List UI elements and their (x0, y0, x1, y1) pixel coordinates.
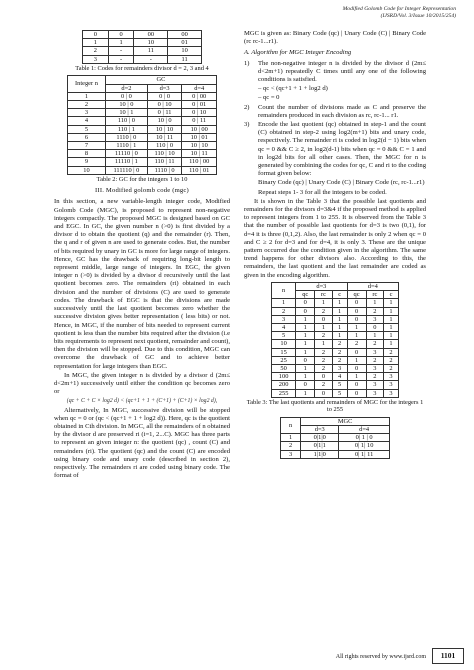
step-text: Encode the last quotient (qc) obtained in step-1 and the count (C) obtained in step-2 using log2(m+1) bits and unary code, respectively. The remainder ri is coded in log2(d − 1) bits when qc = 0 && C ≥ 2, in log2(d-1) bits when qc = 0 && C = 1 and in log2d bits for all other cases. Then, the MGC for n is generated by combining the codes for qc, C and ri to the coding format given below: (258, 121, 426, 178)
table-cell: 0 | 11 (147, 109, 182, 117)
table-cell: 0 (296, 381, 315, 389)
table-3-row (272, 356, 399, 364)
section-3-paragraph-2: In MGC, the given integer n is divided by a divisor d (2m≤ d<2m+1) successively until either the condition qc becomes zero or (54, 371, 230, 396)
table-3-discussion: It is shown in the Table 3 that the possible last quotients and remainders for the divisors d=3&4 if the proposed method is applied to represent integers from 1 to 255. It is observed from the Table 3 that the number of possible last quotients for d=3 is two (0,1), for d=4 it is three (0,1,2). Also, the last remainder is only 2 when qc = 0 and C ≥ 2 for d=3 and for d=4, it is only 3. These are the unique pattern occurred due the condition given in the algorithm. The same trend happens for other divisors also. According to this, the remainders, the last quotient and the last remainder are coded as given in the encoding algorithm. (244, 197, 426, 279)
table-cell: 9 (68, 158, 106, 166)
table-cell: 10 | 11 (182, 150, 217, 158)
table-4-row (281, 450, 390, 458)
algorithm-step (244, 94, 426, 102)
table-2-row (68, 100, 217, 108)
algorithm-step (244, 121, 426, 178)
table-cell: 0 | 11 (182, 117, 217, 125)
mgc-format-intro: MGC is given as: Binary Code (qc) | Unary Code (C) | Binary Code (rc rc-1...r1). (244, 30, 426, 46)
table-cell: 10 | 00 (182, 125, 217, 133)
table-cell: 1 (384, 307, 399, 315)
algorithm-step (244, 60, 426, 85)
table-cell: 110 | 1 (105, 125, 147, 133)
table-cell: 5 (68, 125, 106, 133)
table-4-row (281, 434, 390, 442)
footer-rights: All rights reserved by www.ijsrd.com (335, 654, 426, 660)
table-cell: 0 (315, 373, 332, 381)
table-cell: 0 | 0 (105, 92, 147, 100)
table-cell: 1 (315, 323, 332, 331)
table-cell: 10 | 0 (105, 100, 147, 108)
table-cell: 2 (272, 307, 296, 315)
table-cell: 25 (272, 356, 296, 364)
table-cell: 1 (366, 299, 383, 307)
table-cell: 0 | 00 (182, 92, 217, 100)
table-4-mgc-header: MGC (301, 417, 390, 425)
table-cell: 0 (296, 307, 315, 315)
table-3-subheader: rc (366, 291, 383, 299)
table-3-row (272, 381, 399, 389)
table-cell: 3 (366, 364, 383, 372)
table-cell: 4 (68, 117, 106, 125)
table-cell: 1110 | 1 (105, 141, 147, 149)
table-2-row (68, 150, 217, 158)
table-cell: 200 (272, 381, 296, 389)
table-cell: 0 (315, 389, 332, 397)
table-2-gc-header: GC (105, 76, 216, 84)
table-cell: 0 (347, 299, 366, 307)
table-cell: 0 | 10 (147, 100, 182, 108)
table-cell: 1 (296, 373, 315, 381)
page-number: 1101 (432, 648, 464, 664)
table-cell: 10 | 0 (147, 117, 182, 125)
algorithm-step (244, 189, 426, 197)
table-cell: 6 (68, 133, 106, 141)
running-header (343, 6, 456, 20)
table-cell: 0 (366, 323, 383, 331)
table-3-row (272, 340, 399, 348)
table-3-row (272, 307, 399, 315)
table-cell: 10 | 1 (105, 109, 147, 117)
table-2 (67, 75, 217, 174)
table-cell: 1 (296, 340, 315, 348)
table-cell: 1 (384, 299, 399, 307)
table-3-subheader: rc (315, 291, 332, 299)
table-3-row (272, 373, 399, 381)
table-cell: 110 | 0 (105, 117, 147, 125)
table-cell: 2 (366, 307, 383, 315)
table-cell: 2 (384, 364, 399, 372)
table-cell: 3 (366, 389, 383, 397)
table-3-caption: Table 3: The last quotients and remainders of MGC for the integers 1 to 255 (246, 398, 424, 414)
table-cell: 3 (366, 315, 383, 323)
table-2-row (68, 117, 217, 125)
table-1-row (83, 39, 202, 47)
table-cell: 5 (332, 381, 347, 389)
table-cell: 111110 | 0 (105, 166, 147, 174)
table-cell: 1 (332, 332, 347, 340)
table-cell: 5 (332, 389, 347, 397)
section-3-paragraph-3: Alternatively, In MGC, successive division will be stopped when qc = 0 or (qc < (qc+1 + 1 + log2 d)). Here, qc is the quotient obtained in Cth division. In MGC, all the remainders of n obtained by the divisor d are preserved ri (i=1, 2...C). MGC has three parts to represent an given integer n: the quotient (qc) , count (C) and remainders (ri). The quotient (qc) and the count (C) are encoded using binary code and unary code (described in section 2), respectively. The remainders ri are coded using binary code. The format of (54, 406, 230, 480)
table-cell: 2 (315, 348, 332, 356)
table-cell: 7 (68, 141, 106, 149)
step-number (244, 85, 258, 93)
algorithm-subheading: A. Algorithm for MGC Integer Encoding (244, 49, 352, 57)
table-cell: 1 (296, 348, 315, 356)
table-cell: 1 (384, 323, 399, 331)
table-2-row (68, 125, 217, 133)
table-2-integer-header: Integer n (68, 76, 106, 92)
table-cell: 1 (384, 340, 399, 348)
step-text: Repeat steps 1- 3 for all the integers to be coded. (258, 188, 387, 196)
table-cell: 0 (296, 299, 315, 307)
table-1 (82, 30, 202, 64)
table-cell: 5 (272, 332, 296, 340)
table-3 (271, 282, 399, 398)
step-text: Count the number of divisions made as C and preserve the remainders produced in each division as rc, rc-1... r1. (258, 103, 426, 119)
table-2-row (68, 109, 217, 117)
step-number (244, 179, 258, 187)
table-cell: 3 (384, 373, 399, 381)
table-cell: 1 (296, 323, 315, 331)
table-2-row (68, 133, 217, 141)
table-cell: 10 (68, 166, 106, 174)
table-cell: 1 (347, 332, 366, 340)
table-3-row (272, 332, 399, 340)
step-text: – qc = 0 (258, 94, 280, 102)
table-3-subheader: qc (347, 291, 366, 299)
table-cell: 1 (332, 315, 347, 323)
table-cell: 0 | 10 (182, 109, 217, 117)
table-cell: 10 | 01 (182, 133, 217, 141)
table-cell: 2 (315, 356, 332, 364)
table-cell: 1|1|0 (301, 450, 339, 458)
table-cell: 1 (332, 299, 347, 307)
table-cell: 0 (347, 307, 366, 315)
step-number: 3) (244, 121, 250, 129)
step-number: 1) (244, 59, 250, 67)
table-cell: 110 | 10 (147, 150, 182, 158)
table-cell: 0| 1| 10 (339, 442, 390, 450)
table-1-row (83, 47, 202, 55)
table-cell: 15 (272, 348, 296, 356)
table-cell: 10 | 11 (147, 133, 182, 141)
table-4-subheader: d=3 (301, 425, 339, 433)
step-number (244, 189, 258, 197)
table-2-row (68, 141, 217, 149)
table-cell: 4 (272, 323, 296, 331)
table-cell: 1 (83, 39, 109, 47)
table-cell: 3 (384, 389, 399, 397)
algorithm-step (244, 179, 426, 187)
header-volume: (IJSRD/Vol. 3/Issue 10/2015/254) (380, 13, 456, 19)
section-3-heading: III. Modified golomb code (mgc) (95, 187, 189, 195)
table-cell: 3 (384, 381, 399, 389)
table-3-subheader: c (332, 291, 347, 299)
table-cell: 10 (168, 47, 202, 55)
step-text: The non-negative integer n is divided by the divisor d (2m≤ d<2m+1) repeatedly C times until any one of the following conditions is satisfied. (258, 59, 426, 84)
table-3-group-header: d=3 (296, 282, 347, 290)
table-cell: 11110 | 1 (105, 158, 147, 166)
table-cell: 110 | 11 (147, 158, 182, 166)
table-3-subheader: qc (296, 291, 315, 299)
table-cell: 2 (366, 356, 383, 364)
table-cell: 0 | 0 (147, 92, 182, 100)
table-cell: 110 | 00 (182, 158, 217, 166)
section-3-paragraph-1: In this section, a new variable-length integer code, Modified Golomb Code (MGC), is proposed to represent non-negative integers compactly. The proposed MGC is designed based on GC and EGC. In GC, the given number n (>0) is first divided by a divisor d to obtain the quotient (q) and the remainder (r). Then, the q and r of given n are used to generate codes. But, the number of bits required by unary in GC is more for large range of integers. Hence, GC has the drawback of requiring long-bit length to represent middle, large range of integers. In EGC, the given integer n (>0) is divided by a divisor d recursively until the last quotient becomes zero. The remainders (ri) obtained in each division and the number of divisions (C) are used to generate codes. The drawback of EGC is that the divisions are made successively until the last quotient becomes zero whether the successive division gives better representation ( less bits) or not. Hence, in MGC, if the number of bits needed to represent current quotient is less than the number bits required after the division (i.e bits requirements to represent next quotient, remainder and count), then the division will be stopped. Due to this condition, MGC can overcome the drawback of GC and to achieve better representation for large integers than EGC. (54, 198, 230, 370)
table-cell: 1 (281, 434, 301, 442)
table-cell: 10 | 10 (147, 125, 182, 133)
table-cell: 1 (296, 389, 315, 397)
table-cell: 2 (315, 332, 332, 340)
table-3-row (272, 323, 399, 331)
table-3-row (272, 389, 399, 397)
table-cell: 0 (108, 31, 134, 39)
table-cell: 1110 | 0 (147, 166, 182, 174)
table-cell: 3 (366, 381, 383, 389)
step-number: 2) (244, 103, 250, 111)
table-cell: 1 (347, 356, 366, 364)
step-text: – qc < (qc+1 + 1 + log2 d) (258, 85, 328, 93)
table-cell: 2 (366, 373, 383, 381)
table-cell: 110 | 01 (182, 166, 217, 174)
table-cell: 1 (272, 299, 296, 307)
table-4-row (281, 442, 390, 450)
table-cell: 2 (315, 381, 332, 389)
table-cell: 0 (347, 315, 366, 323)
table-2-subheader: d=2 (105, 84, 147, 92)
table-cell: 3 (272, 315, 296, 323)
table-cell: 2 (366, 340, 383, 348)
right-column (244, 30, 426, 459)
step-text: Binary Code (qc) | Unary Code (C) | Binary Code (rc, rc-1...r1) (258, 179, 425, 187)
algorithm-steps (244, 60, 426, 197)
table-cell: 100 (272, 373, 296, 381)
table-cell: 3 (366, 348, 383, 356)
table-cell: 4 (332, 373, 347, 381)
table-cell: 1 (347, 323, 366, 331)
table-cell: 10 | 10 (182, 141, 217, 149)
algorithm-step (244, 104, 426, 120)
table-cell: 11 (168, 55, 202, 63)
table-cell: 0| 1 | 0 (339, 434, 390, 442)
table-2-row (68, 158, 217, 166)
table-cell: 1 (108, 39, 134, 47)
table-cell: 1 (315, 299, 332, 307)
table-cell: 0|1|0 (301, 434, 339, 442)
table-cell: 0 (315, 315, 332, 323)
table-cell: - (134, 55, 168, 63)
table-1-row (83, 31, 202, 39)
formula-1: (qc + C + C × log2 d) < (qc+1 + 1 + (C+1) + (C+1) × log2 d), (66, 398, 218, 405)
table-cell: 3 (332, 364, 347, 372)
table-cell: 2 (332, 340, 347, 348)
table-cell: 1 (332, 323, 347, 331)
table-cell: 1 (296, 315, 315, 323)
table-cell: 2 (332, 348, 347, 356)
table-cell: 2 (384, 348, 399, 356)
table-3-row (272, 299, 399, 307)
table-cell: 0|1|1 (301, 442, 339, 450)
table-cell: 1 (366, 332, 383, 340)
table-3-subheader: c (384, 291, 399, 299)
table-cell: 3 (281, 450, 301, 458)
table-cell: 1 (315, 340, 332, 348)
table-1-caption: Table 1: Codes for remainders divisor d = 2, 3 and 4 (75, 64, 209, 72)
table-cell: 1 (296, 364, 315, 372)
table-3-group-header: d=4 (347, 282, 398, 290)
table-2-subheader: d=3 (147, 84, 182, 92)
table-cell: 0 (296, 356, 315, 364)
table-cell: 1 (296, 332, 315, 340)
table-cell: 01 (168, 39, 202, 47)
table-cell: 1 (347, 373, 366, 381)
table-cell: 3 (83, 55, 109, 63)
table-cell: 2 (347, 340, 366, 348)
table-cell: 1 (332, 307, 347, 315)
table-3-n-header: n (272, 282, 296, 298)
header-title: Modified Golomb Code for Integer Representation (342, 6, 456, 12)
table-2-subheader: d=4 (182, 84, 217, 92)
table-cell: 10 (272, 340, 296, 348)
table-4-n-header: n (281, 417, 301, 433)
table-cell: 2 (315, 364, 332, 372)
table-cell: 0 (83, 31, 109, 39)
table-4 (280, 417, 390, 459)
table-2-row (68, 92, 217, 100)
table-2-caption: Table 2: GC for the integers 1 to 10 (96, 175, 188, 183)
table-cell: 0 (347, 348, 366, 356)
table-cell: 1 (384, 332, 399, 340)
table-cell: 110 | 0 (147, 141, 182, 149)
table-cell: 0 (347, 364, 366, 372)
table-cell: 00 (168, 31, 202, 39)
table-cell: 2 (281, 442, 301, 450)
table-cell: 11 (134, 47, 168, 55)
table-cell: 2 (384, 356, 399, 364)
left-column (54, 30, 230, 481)
table-cell: 50 (272, 364, 296, 372)
table-cell: 0 (347, 381, 366, 389)
table-cell: 2 (315, 307, 332, 315)
table-cell: 8 (68, 150, 106, 158)
table-cell: 0 | 01 (182, 100, 217, 108)
table-1-row (83, 55, 202, 63)
table-3-row (272, 315, 399, 323)
table-cell: 0| 1| 11 (339, 450, 390, 458)
table-cell: 255 (272, 389, 296, 397)
step-number (244, 94, 258, 102)
table-cell: 10 (134, 39, 168, 47)
table-cell: 2 (68, 100, 106, 108)
table-cell: 3 (68, 109, 106, 117)
table-4-subheader: d=4 (339, 425, 390, 433)
table-cell: 00 (134, 31, 168, 39)
table-cell: 2 (332, 356, 347, 364)
table-cell: 1 (68, 92, 106, 100)
table-cell: 2 (83, 47, 109, 55)
table-cell: - (108, 55, 134, 63)
table-cell: 1 (384, 315, 399, 323)
table-2-row (68, 166, 217, 174)
table-cell: 0 (347, 389, 366, 397)
table-3-row (272, 364, 399, 372)
table-3-row (272, 348, 399, 356)
table-cell: - (108, 47, 134, 55)
table-cell: 11110 | 0 (105, 150, 147, 158)
table-cell: 1110 | 0 (105, 133, 147, 141)
algorithm-step (244, 85, 426, 93)
